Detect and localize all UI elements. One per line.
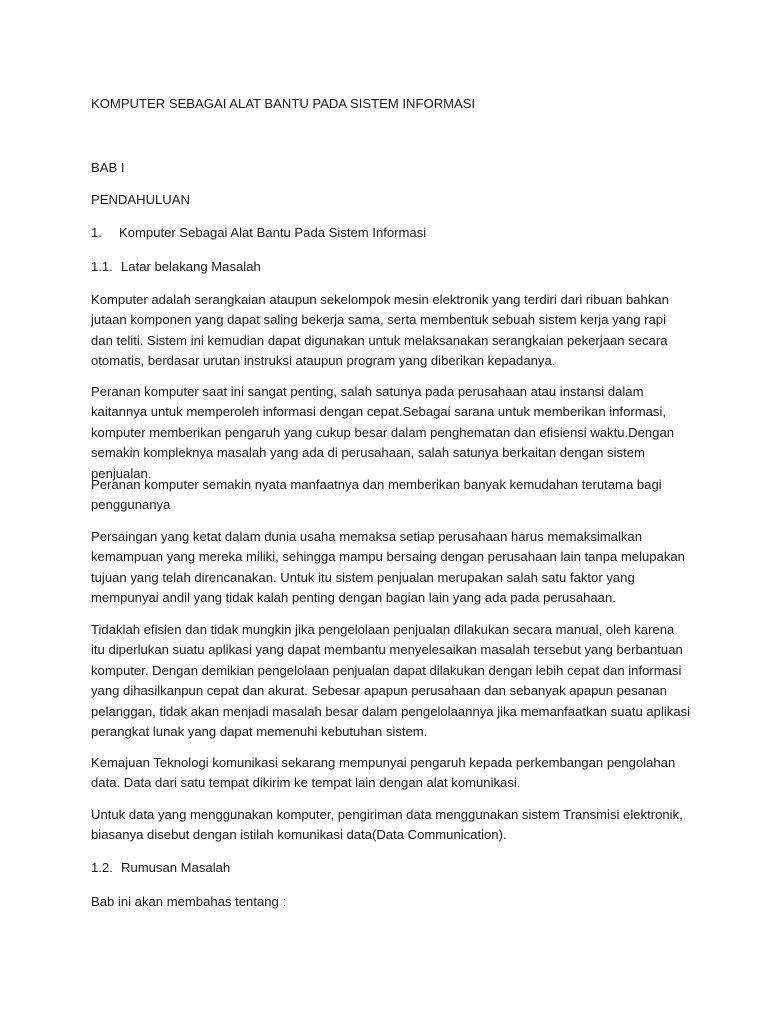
paragraph: Komputer adalah serangkaian ataupun sekelompok mesin elektronik yang terdiri dari ribuan bahkan jutaan komponen yang dapat saling bekerja sama, serta membentuk sebuah sistem kerja yang rapi dan teliti. Sistem ini kemudian dapat digunakan untuk melaksanakan serangkaian pekerjaan secara otomatis, berdasar urutan instruksi ataupun program yang diberikan kepadanya. xyxy=(91,292,669,369)
chapter-label: BAB I xyxy=(91,160,125,175)
section-heading-1 xyxy=(91,223,426,243)
paragraph: Untuk data yang menggunakan komputer, pengiriman data menggunakan sistem Transmisi elektronik, biasanya disebut dengan istilah komunikasi data(Data Communication). xyxy=(91,807,683,843)
document-body xyxy=(91,94,691,909)
section-number: 1.2. xyxy=(91,860,113,875)
section-title: Rumusan Masalah xyxy=(121,860,231,875)
paragraph: Kemajuan Teknologi komunikasi sekarang mempunyai pengaruh kepada perkembangan pengolahan data. Data dari satu tempat dikirim ke tempat lain dengan alat komunikasi. xyxy=(91,755,676,791)
paragraph: Peranan komputer semakin nyata manfaatnya dan memberikan banyak kemudahan terutama bagi penggunanya xyxy=(91,477,662,513)
paragraph: Tidaklah efisien dan tidak mungkin jika pengelolaan penjualan dilakukan secara manual, oleh karena itu diperlukan suatu aplikasi yang dapat membantu menyelesaikan masalah tersebut yang berbantuan komputer. Dengan demikian pengelolaan penjualan dapat dilakukan dengan lebih cepat dan informasi yang dihasilkanpun cepat dan akurat. Sebesar apapun perusahaan dan sebanyak apapun pesanan pelanggan, tidak akan menjadi masalah besar dalam pengelolaannya jika memanfaatkan suatu aplikasi perangkat lunak yang dapat memenuhi kebutuhan sistem. xyxy=(91,622,691,740)
paragraph: Persaingan yang ketat dalam dunia usaha memaksa setiap perusahaan harus memaksimalkan kemampuan yang mereka miliki, sehingga mampu bersaing dengan perusahaan lain tanpa melupakan tujuan yang telah direncanakan. Untuk itu sistem penjualan merupakan salah satu faktor yang mempunyai andil yang tidak kalah penting dengan bagian lain yang ada pada perusahaan. xyxy=(91,529,685,606)
section-title: Komputer Sebagai Alat Bantu Pada Sistem Informasi xyxy=(119,225,427,240)
section-heading-1-2 xyxy=(91,858,230,878)
section-number: 1. xyxy=(91,225,102,240)
section-number: 1.1. xyxy=(91,259,113,274)
document-title: KOMPUTER SEBAGAI ALAT BANTU PADA SISTEM INFORMASI xyxy=(91,96,476,111)
section-heading-1-1 xyxy=(91,257,261,277)
paragraph: Peranan komputer saat ini sangat penting, salah satunya pada perusahaan atau instansi dalam kaitannya untuk memperoleh informasi dengan cepat.Sebagai sarana untuk memberikan informasi, komputer memberikan pengaruh yang cukup besar dalam penghematan dan efisiensi waktu.Dengan semakin kompleknya masalah yang ada di perusahaan, salah satunya berkaitan dengan sistem penjualan. xyxy=(91,384,675,481)
closing-line: Bab ini akan membahas tentang : xyxy=(91,894,287,909)
section-title: Latar belakang Masalah xyxy=(121,259,261,274)
chapter-title: PENDAHULUAN xyxy=(91,192,190,207)
